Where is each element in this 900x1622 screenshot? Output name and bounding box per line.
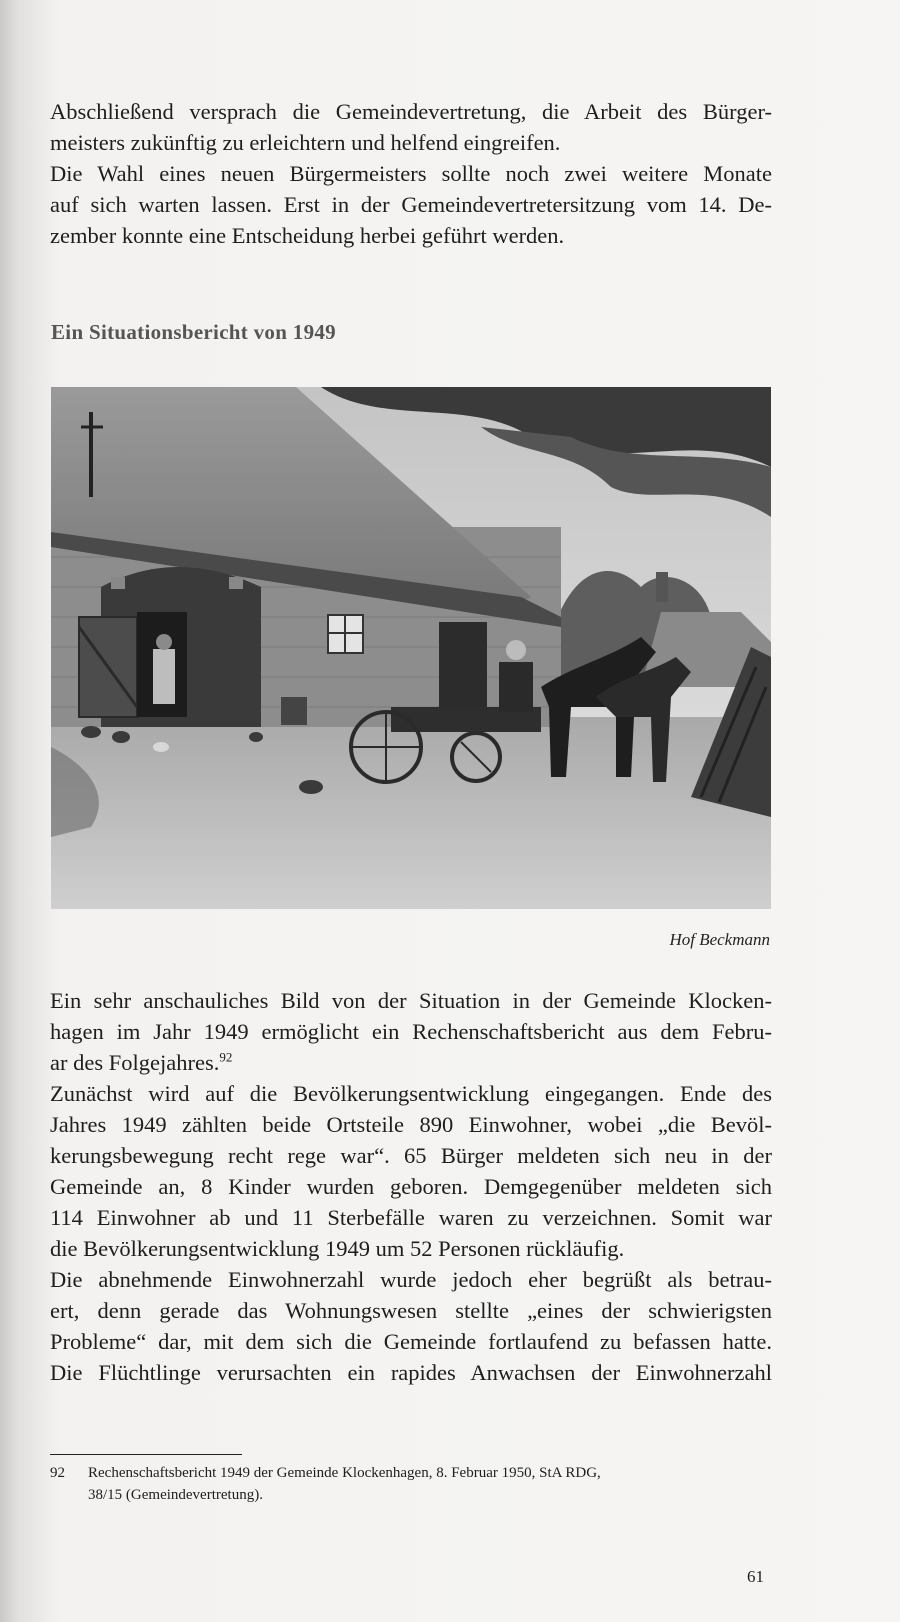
- footnote-line: Rechenschaftsbericht 1949 der Gemeinde Klockenhagen, 8. Februar 1950, StA RDG,: [88, 1465, 601, 1481]
- footnote-line: 38/15 (Gemeindevertretung).: [88, 1487, 263, 1503]
- text-line: meisters zukünftig zu erleichtern und helfend eingreifen.: [50, 130, 561, 155]
- text-line: zember konnte eine Entscheidung herbei geführt werden.: [50, 223, 565, 248]
- footnote: [50, 1462, 770, 1506]
- text-line: Die Wahl eines neuen Bürgermeisters sollte noch zwei weitere Monate: [50, 161, 772, 186]
- page-number: 61: [747, 1567, 764, 1586]
- text-line: Die Flüchtlinge verursachten ein rapides Anwachsen der Einwohnerzahl: [50, 1360, 772, 1385]
- text-line: auf sich warten lassen. Erst in der Gemeindevertretersitzung vom 14. De-: [50, 192, 772, 217]
- paragraph-main: [50, 985, 772, 1388]
- text-line: hagen im Jahr 1949 ermöglicht ein Rechenschaftsbericht aus dem Febru-: [50, 1019, 772, 1044]
- text-line: 114 Einwohner ab und 11 Sterbefälle waren zu verzeichnen. Somit war: [50, 1205, 772, 1230]
- footnote-divider: [50, 1454, 242, 1455]
- text-line: Zunächst wird auf die Bevölkerungsentwicklung eingegangen. Ende des: [50, 1081, 772, 1106]
- text-line: Probleme“ dar, mit dem sich die Gemeinde fortlaufend zu befassen hatte.: [50, 1329, 772, 1354]
- text-line: ert, denn gerade das Wohnungswesen stellte „eines der schwierigsten: [50, 1298, 772, 1323]
- footnote-reference[interactable]: 92: [219, 1049, 233, 1065]
- text-line: Abschließend versprach die Gemeindevertretung, die Arbeit des Bürger-: [50, 99, 772, 124]
- footnote-number: 92: [50, 1465, 65, 1481]
- text-line: ar des Folgejahres.: [50, 1050, 220, 1075]
- farmyard-photo: [51, 387, 771, 909]
- paragraph-top: [50, 96, 772, 251]
- text-line: Jahres 1949 zählten beide Ortsteile 890 Einwohner, wobei „die Bevöl-: [50, 1112, 772, 1137]
- text-line: die Bevölkerungsentwicklung 1949 um 52 Personen rückläufig.: [50, 1236, 625, 1261]
- section-heading: Ein Situationsbericht von 1949: [51, 320, 336, 344]
- text-line: Ein sehr anschauliches Bild von der Situation in der Gemeinde Klocken-: [50, 988, 772, 1013]
- text-line: Die abnehmende Einwohnerzahl wurde jedoch eher begrüßt als betrau-: [50, 1267, 772, 1292]
- photo-caption: Hof Beckmann: [669, 930, 770, 949]
- text-line: kerungsbewegung recht rege war“. 65 Bürger meldeten sich neu in der: [50, 1143, 772, 1168]
- text-line: Gemeinde an, 8 Kinder wurden geboren. Demgegenüber meldeten sich: [50, 1174, 772, 1199]
- text-line-with-ref: [50, 1047, 772, 1078]
